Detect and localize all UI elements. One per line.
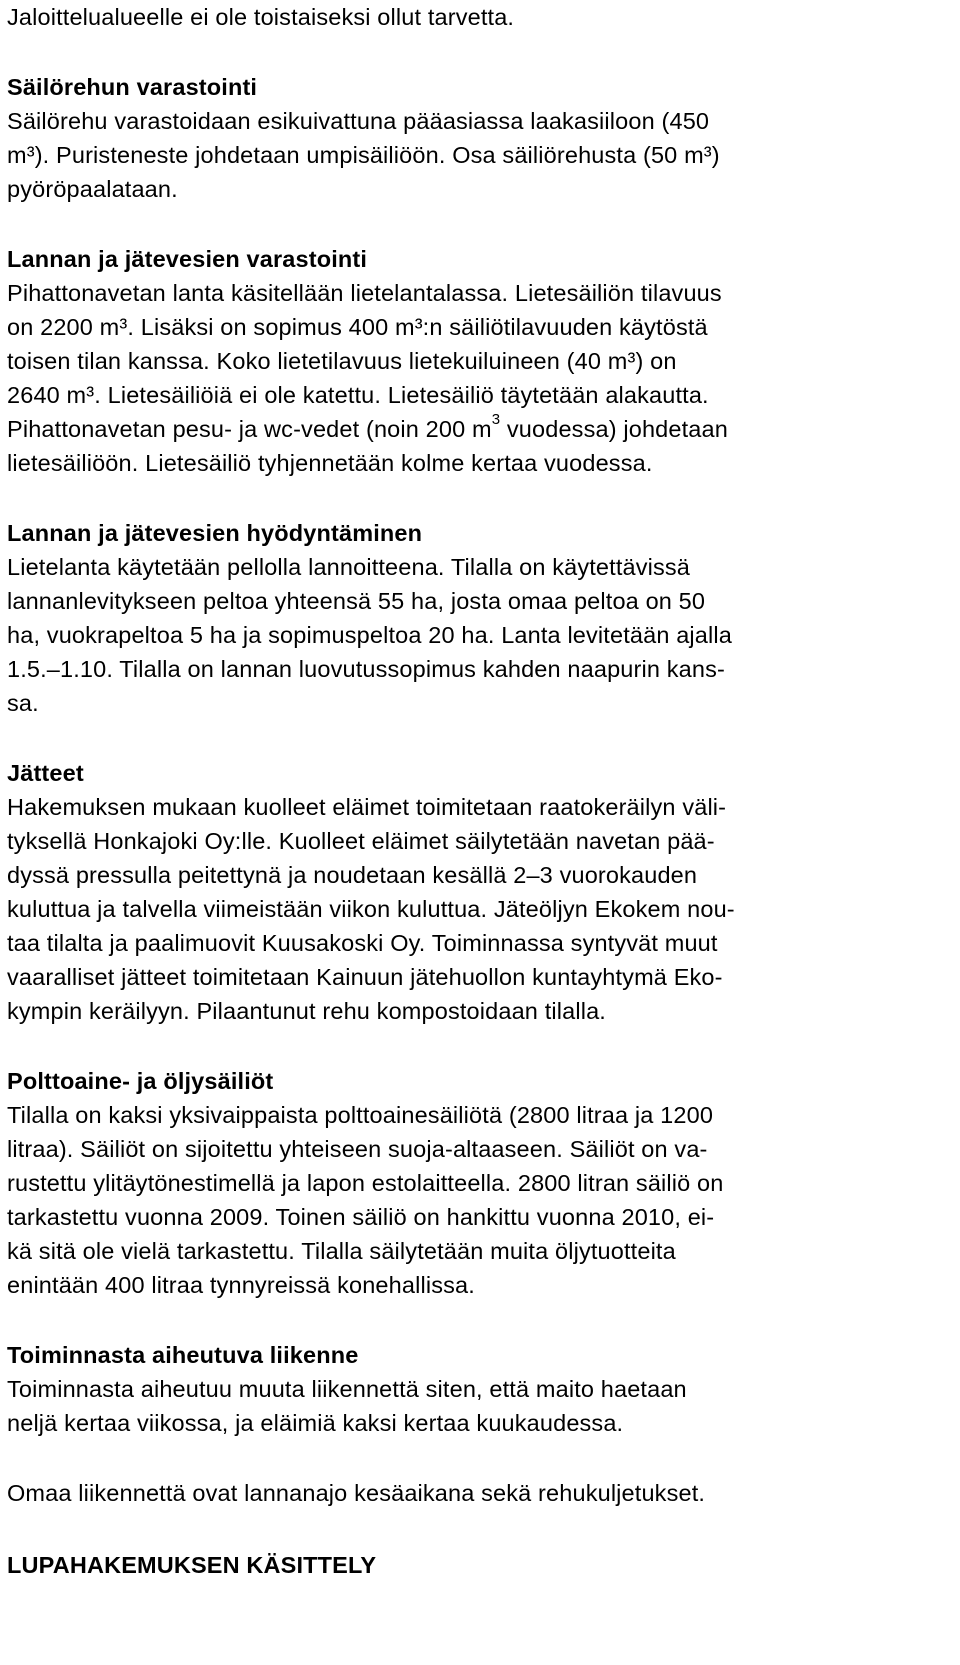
section-heading-waste: Jätteet: [7, 760, 84, 786]
manure-use-line: ha, vuokrapeltoa 5 ha ja sopimuspeltoa 20 ha. Lanta levitetään ajalla: [7, 622, 732, 648]
section-heading-manure-use: Lannan ja jätevesien hyödyntäminen: [7, 520, 423, 546]
section-heading-traffic: Toiminnasta aiheutuva liikenne: [7, 1342, 359, 1368]
fuel-line: Tilalla on kaksi yksivaippaista polttoainesäiliötä (2800 litraa ja 1200: [7, 1102, 714, 1128]
manure-storage-line: 2640 m³. Lietesäiliöiä ei ole katettu. Lietesäiliö täytetään alakautta.: [7, 382, 709, 408]
manure-storage-line: on 2200 m³. Lisäksi on sopimus 400 m³:n säiliötilavuuden käytöstä: [7, 314, 708, 340]
document-page: [7, 0, 952, 1582]
paragraph-gap: [7, 1440, 952, 1476]
section-gap: [7, 1028, 952, 1064]
waste-line: kuluttua ja talvella viimeistään viikon kuluttua. Jäteöljyn Ekokem nou-: [7, 896, 735, 922]
fuel-line: rustettu ylitäytönestimellä ja lapon estolaitteella. 2800 litran säiliö on: [7, 1170, 724, 1196]
waste-line: dyssä pressulla peitettynä ja noudetaan kesällä 2–3 vuorokauden: [7, 862, 698, 888]
manure-use-line: Lietelanta käytetään pellolla lannoitteena. Tilalla on käytettävissä: [7, 554, 691, 580]
section-heading-manure-storage: Lannan ja jätevesien varastointi: [7, 246, 368, 272]
silage-line: Säilörehu varastoidaan esikuivattuna pääasiassa laakasiiloon (450: [7, 108, 710, 134]
waste-line: kympin keräilyyn. Pilaantunut rehu kompostoidaan tilalla.: [7, 998, 606, 1024]
intro-line: Jaloittelualueelle ei ole toistaiseksi ollut tarvetta.: [7, 4, 515, 30]
fuel-line: litraa). Säiliöt on sijoitettu yhteiseen suoja-altaaseen. Säiliöt on va-: [7, 1136, 708, 1162]
traffic-line: neljä kertaa viikossa, ja eläimiä kaksi kertaa kuukaudessa.: [7, 1410, 624, 1436]
section-gap: [7, 720, 952, 756]
traffic-line: Toiminnasta aiheutuu muuta liikennettä siten, että maito haetaan: [7, 1376, 687, 1402]
waste-line: tyksellä Honkajoki Oy:lle. Kuolleet eläimet säilytetään navetan pää-: [7, 828, 715, 854]
wash-water-text: Pihattonavetan pesu- ja wc-vedet (noin 200 m: [7, 416, 492, 442]
superscript-three: 3: [491, 411, 501, 429]
section-gap: [7, 34, 952, 70]
wash-water-line: [7, 412, 952, 446]
wash-water-text: vuodessa) johdetaan: [500, 416, 728, 442]
own-traffic-line: Omaa liikennettä ovat lannanajo kesäaikana sekä rehukuljetukset.: [7, 1480, 706, 1506]
manure-storage-line: Pihattonavetan lanta käsitellään lietelantalassa. Lietesäiliön tilavuus: [7, 280, 722, 306]
manure-storage-line: lietesäiliöön. Lietesäiliö tyhjennetään kolme kertaa vuodessa.: [7, 450, 653, 476]
manure-storage-line: toisen tilan kanssa. Koko lietetilavuus lietekuiluineen (40 m³) on: [7, 348, 677, 374]
section-gap: [7, 480, 952, 516]
silage-line: m³). Puristeneste johdetaan umpisäiliöön. Osa säiliörehusta (50 m³): [7, 142, 720, 168]
section-heading-processing: LUPAHAKEMUKSEN KÄSITTELY: [7, 1552, 377, 1578]
waste-line: Hakemuksen mukaan kuolleet eläimet toimitetaan raatokeräilyn väli-: [7, 794, 727, 820]
fuel-line: enintään 400 litraa tynnyreissä konehallissa.: [7, 1272, 475, 1298]
waste-line: taa tilalta ja paalimuovit Kuusakoski Oy. Toiminnassa syntyvät muut: [7, 930, 718, 956]
manure-use-line: 1.5.–1.10. Tilalla on lannan luovutussopimus kahden naapurin kans-: [7, 656, 725, 682]
waste-line: vaaralliset jätteet toimitetaan Kainuun jätehuollon kuntayhtymä Eko-: [7, 964, 723, 990]
section-heading-fuel: Polttoaine- ja öljysäiliöt: [7, 1068, 274, 1094]
section-heading-silage: Säilörehun varastointi: [7, 74, 258, 100]
section-gap: [7, 1510, 952, 1548]
fuel-line: tarkastettu vuonna 2009. Toinen säiliö on hankittu vuonna 2010, ei-: [7, 1204, 715, 1230]
section-gap: [7, 206, 952, 242]
silage-line: pyöröpaalataan.: [7, 176, 178, 202]
manure-use-line: lannanlevitykseen peltoa yhteensä 55 ha, josta omaa peltoa on 50: [7, 588, 706, 614]
fuel-line: kä sitä ole vielä tarkastettu. Tilalla säilytetään muita öljytuotteita: [7, 1238, 676, 1264]
section-gap: [7, 1302, 952, 1338]
manure-use-line: sa.: [7, 690, 39, 716]
